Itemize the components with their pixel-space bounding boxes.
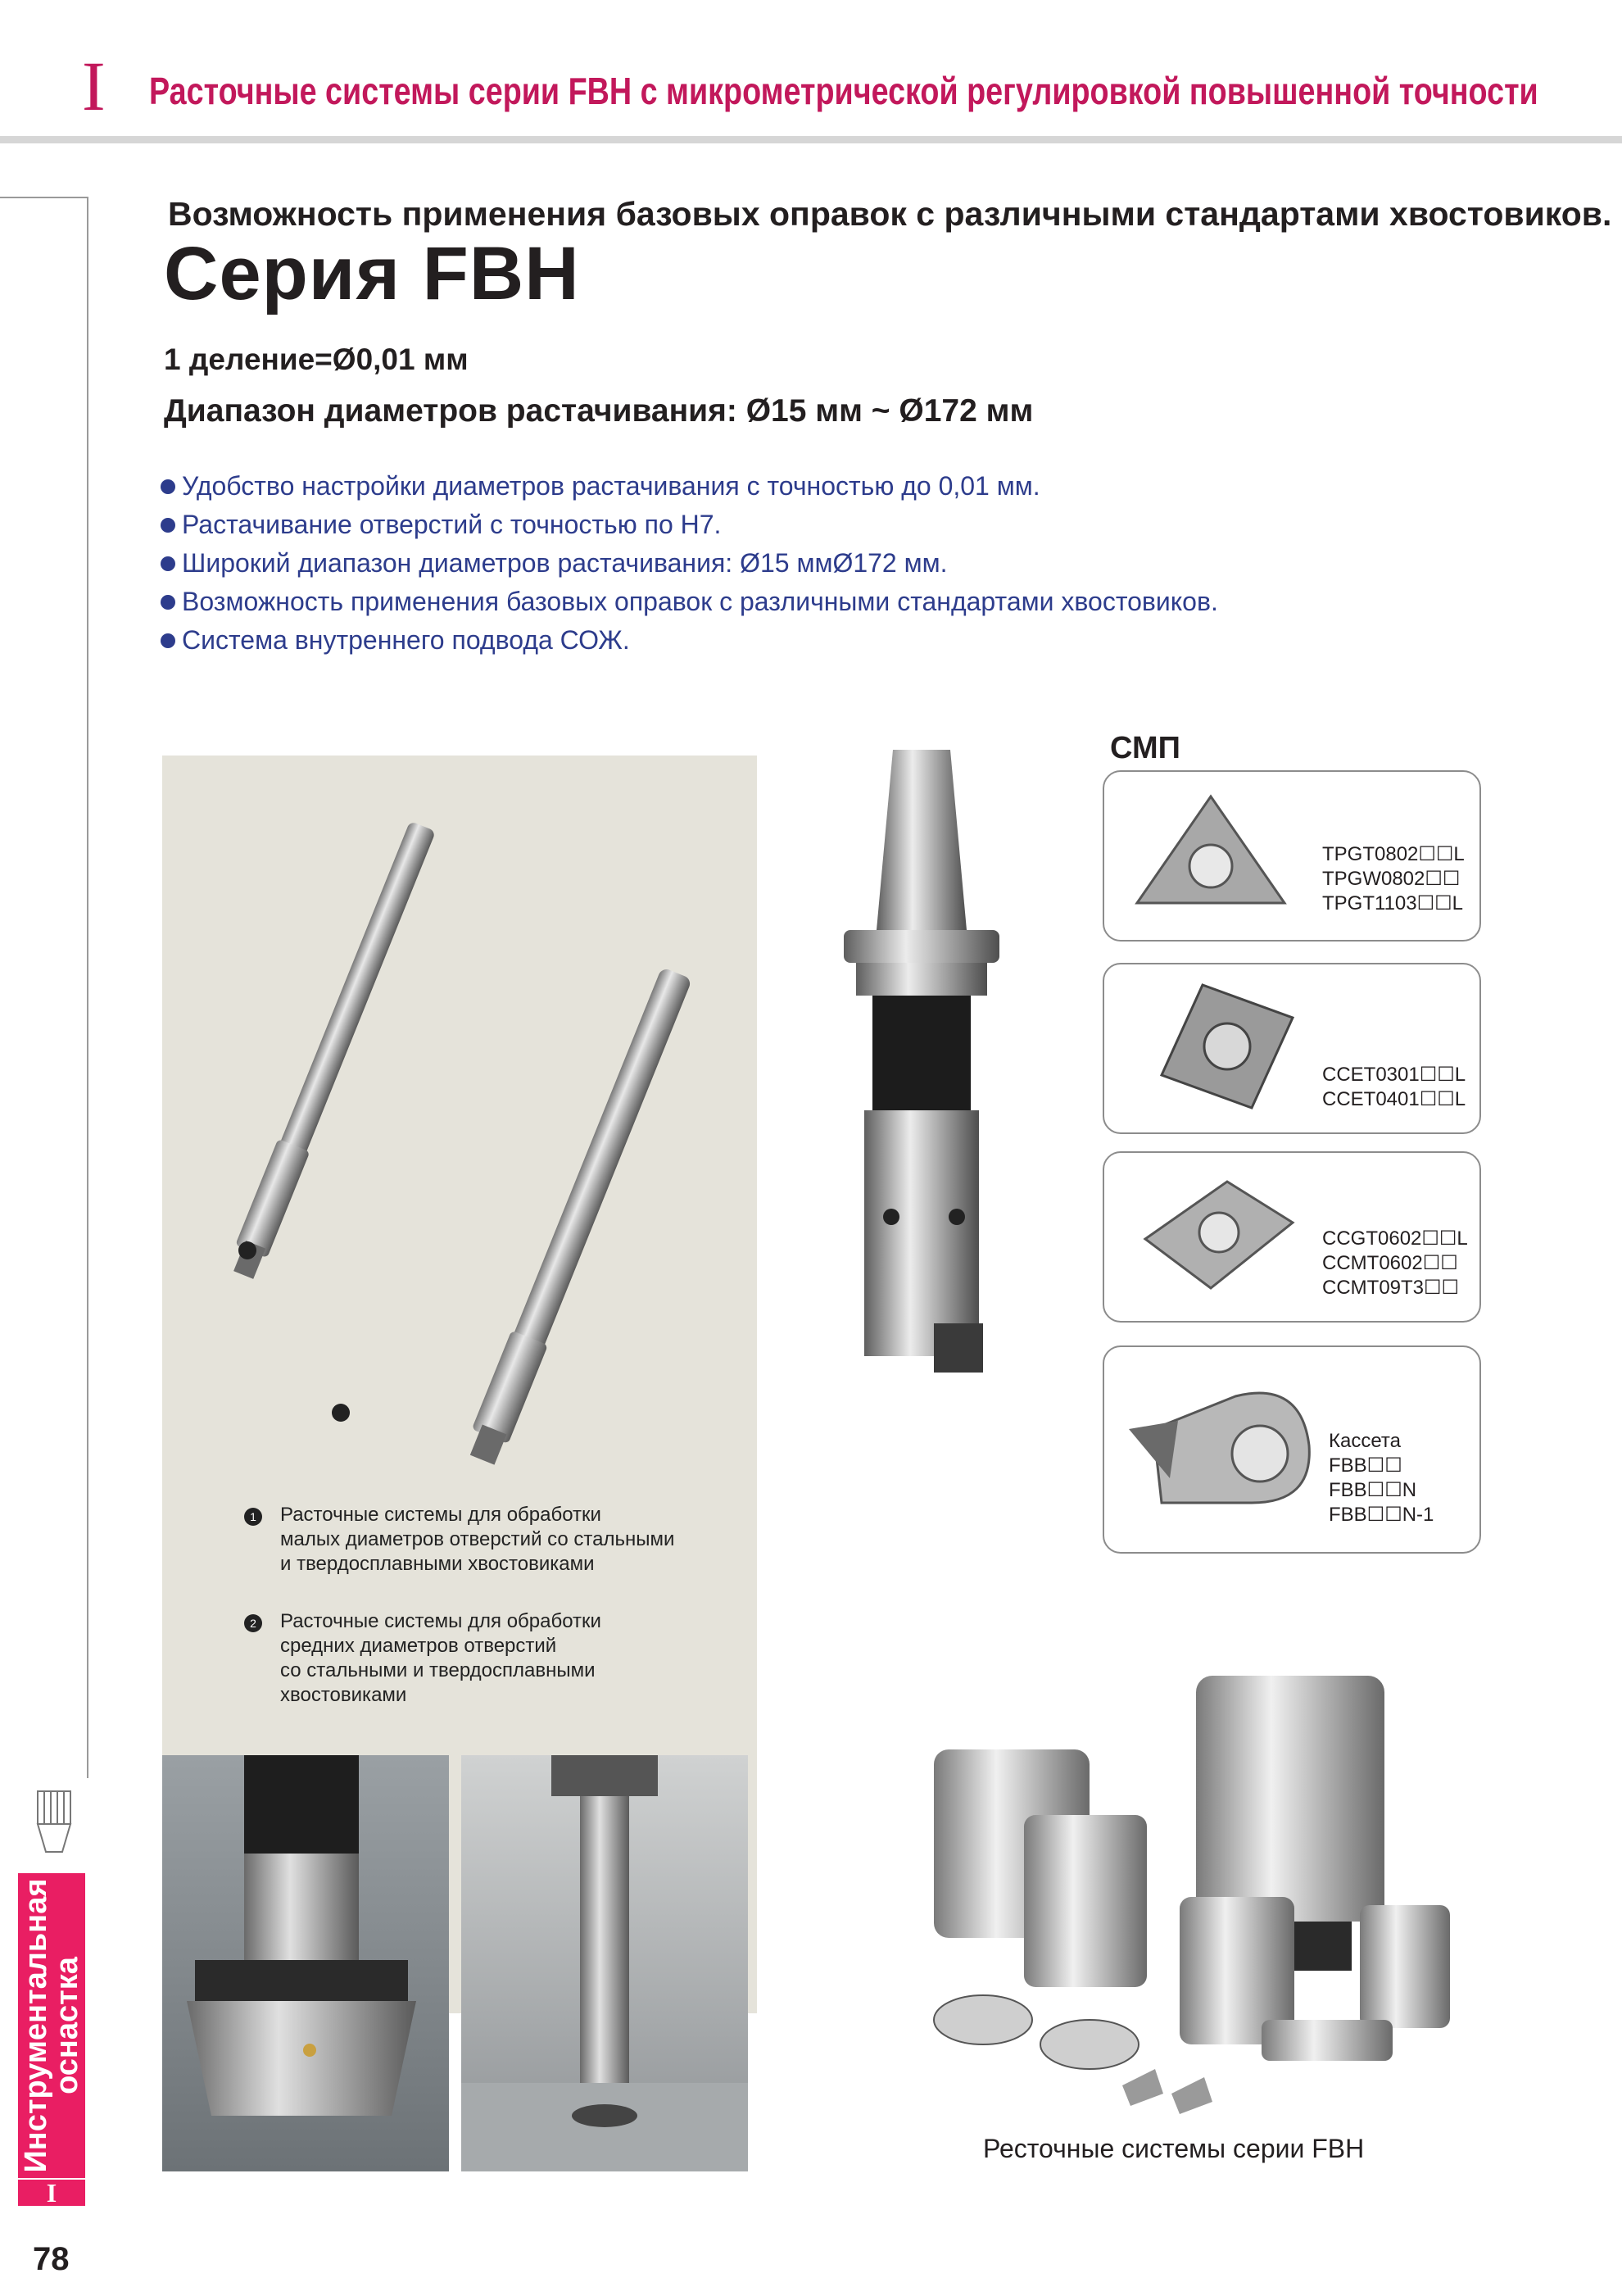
boring-head-on-arbor-image <box>811 750 1049 1422</box>
section-letter-small: I <box>46 2178 57 2208</box>
diameter-range-spec: Диапазон диаметров растачивания: Ø15 мм ~ Ø172 мм <box>164 393 1034 429</box>
bullet-icon <box>161 633 175 648</box>
inserts-title: СМП <box>1110 731 1180 765</box>
feature-item: Возможность применения базовых оправок с различными стандартами хвостовиков. <box>161 583 1218 621</box>
machining-photo-1 <box>162 1755 449 2171</box>
insert-card-cce <box>1103 963 1481 1134</box>
bullet-icon <box>161 556 175 571</box>
page-number: 78 <box>33 2241 70 2277</box>
insert-codes: Кассета FBB☐☐ FBB☐☐N FBB☐☐N-1 <box>1329 1430 1434 1526</box>
feature-item: Растачивание отверстий с точностью по Н7. <box>161 506 1218 544</box>
side-frame-line <box>87 197 88 1778</box>
insert-codes: CCGT0602☐☐L CCMT0602☐☐ CCMT09T3☐☐ <box>1322 1227 1468 1299</box>
division-spec: 1 деление=Ø0,01 мм <box>164 343 469 376</box>
series-title: Серия FBH <box>164 232 580 315</box>
feature-list <box>161 467 1218 660</box>
insert-card-tpg <box>1103 770 1481 942</box>
family-photo-caption: Ресточные системы серии FBH <box>983 2134 1365 2163</box>
note-1-marker: 1 <box>244 1508 262 1526</box>
header-divider <box>0 136 1622 143</box>
page-header-title: Расточные системы серии FBH с микрометрической регулировкой повышенной точности <box>149 70 1538 112</box>
note-2-marker: 2 <box>244 1614 262 1632</box>
bullet-icon <box>161 518 175 533</box>
insert-codes: CCET0301☐☐L CCET0401☐☐L <box>1322 1064 1466 1110</box>
rhombic-insert-icon <box>1129 1165 1309 1305</box>
marker-1-icon <box>238 1241 256 1259</box>
triangular-insert-icon <box>1129 788 1293 919</box>
feature-item: Система внутреннего подвода СОЖ. <box>161 621 1218 660</box>
side-frame-top <box>0 197 88 198</box>
bullet-icon <box>161 595 175 610</box>
rhombic-insert-icon <box>1145 977 1309 1116</box>
cassette-icon <box>1121 1364 1317 1536</box>
collet-chuck-icon <box>29 1786 79 1860</box>
note-1: Расточные системы для обработки малых диаметров отверстий со стальными и твердосплавными хвостовиками <box>280 1504 675 1575</box>
feature-item: Удобство настройки диаметров растачивания с точностью до 0,01 мм. <box>161 467 1218 506</box>
section-letter: I <box>82 47 106 125</box>
insert-card-cassette <box>1103 1345 1481 1554</box>
bullet-icon <box>161 479 175 494</box>
fbh-family-photo <box>877 1659 1475 2118</box>
note-2: Расточные системы для обработки средних диаметров отверстий со стальными и твердосплавными хвостовиками <box>280 1610 601 1706</box>
machining-photo-2 <box>461 1755 748 2171</box>
insert-codes: TPGT0802☐☐L TPGW0802☐☐ TPGT1103☐☐L <box>1322 843 1465 914</box>
marker-2-icon <box>332 1404 350 1422</box>
insert-card-ccg <box>1103 1151 1481 1323</box>
section-tab-label: Инструментальная оснастка <box>19 1878 84 2173</box>
feature-item: Широкий диапазон диаметров растачивания: Ø15 ммØ172 мм. <box>161 544 1218 583</box>
intro-subtitle: Возможность применения базовых оправок с различными стандартами хвостовиков. <box>168 195 1612 233</box>
